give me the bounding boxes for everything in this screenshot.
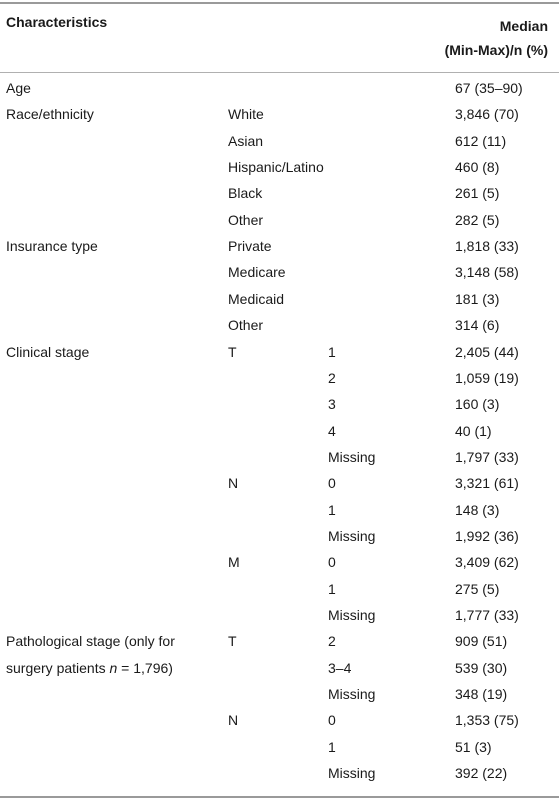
- cell-value: 1,992 (36): [455, 527, 519, 544]
- cell-c1: Pathological stage (only for: [6, 633, 175, 650]
- cell-value: 1,818 (33): [455, 238, 519, 255]
- pathological-stage-line2: [6, 660, 173, 676]
- header-median: [445, 14, 548, 62]
- cell-c2: White: [228, 106, 264, 123]
- table-row: [0, 344, 559, 370]
- cell-c2: T: [228, 343, 237, 360]
- table-row: [0, 633, 559, 659]
- table-row: [0, 449, 559, 475]
- table-row: [0, 396, 559, 422]
- cell-c2: M: [228, 554, 240, 571]
- table-row: [0, 317, 559, 343]
- table-row: [0, 423, 559, 449]
- table-row: [0, 264, 559, 290]
- cell-c3: Missing: [328, 448, 376, 465]
- table-row: [0, 159, 559, 185]
- header-rule: [0, 72, 559, 73]
- cell-c3: 3: [328, 396, 336, 413]
- cell-c2: Other: [228, 211, 264, 228]
- table-row: [0, 106, 559, 132]
- cell-value: 392 (22): [455, 765, 508, 782]
- cell-value: 51 (3): [455, 738, 492, 755]
- table-row: [0, 502, 559, 528]
- line2-variable: n: [109, 659, 118, 676]
- pathological-stage-continuation: [0, 660, 559, 686]
- table-row: [0, 739, 559, 765]
- cell-value: 909 (51): [455, 633, 508, 650]
- table-row: [0, 133, 559, 159]
- cell-c2: Asian: [228, 132, 264, 149]
- cell-value: 1,777 (33): [455, 607, 519, 623]
- cell-value: 181 (3): [455, 290, 500, 307]
- cell-value: 2,405 (44): [455, 343, 519, 360]
- cell-c1: Insurance type: [6, 238, 98, 255]
- cell-value: 3,321 (61): [455, 475, 519, 492]
- cell-c1: Race/ethnicity: [6, 106, 94, 123]
- cell-value: 160 (3): [455, 396, 500, 413]
- cell-c3: 1: [328, 343, 336, 360]
- cell-c3: 3–4: [328, 659, 352, 676]
- cell-c2: N: [228, 475, 239, 492]
- cell-value: 612 (11): [455, 132, 507, 149]
- bottom-rule: [0, 796, 559, 798]
- cell-value: 261 (5): [455, 185, 500, 202]
- table-row: [0, 212, 559, 238]
- cell-c1: Age: [6, 80, 31, 96]
- cell-c3: 0: [328, 712, 336, 729]
- table-row: [0, 712, 559, 738]
- cell-c2: Black: [228, 185, 263, 202]
- cell-value: 3,846 (70): [455, 106, 519, 123]
- cell-value: 3,148 (58): [455, 264, 519, 281]
- cell-c3: 2: [328, 633, 336, 650]
- cell-value: 1,353 (75): [455, 712, 519, 729]
- cell-c2: Medicaid: [228, 290, 285, 307]
- header-median-line1: Median: [499, 18, 548, 34]
- line2-suffix: = 1,796): [117, 659, 173, 676]
- cell-value: 539 (30): [455, 659, 508, 676]
- cell-c2: N: [228, 712, 239, 729]
- cell-c3: 4: [328, 422, 336, 439]
- table-row: [0, 581, 559, 607]
- table-row: [0, 475, 559, 501]
- table-row: [0, 291, 559, 317]
- cell-value: 3,409 (62): [455, 554, 519, 571]
- table-row: [0, 554, 559, 580]
- table-row: [0, 185, 559, 211]
- table-row: [0, 607, 559, 633]
- cell-value: 460 (8): [455, 159, 500, 176]
- cell-value: 314 (6): [455, 317, 500, 334]
- top-rule: [0, 2, 559, 4]
- cell-c2: Other: [228, 317, 264, 334]
- cell-c3: Missing: [328, 607, 376, 623]
- table-row: [0, 528, 559, 554]
- cell-value: 275 (5): [455, 580, 500, 597]
- cell-c3: Missing: [328, 686, 376, 703]
- cell-value: 40 (1): [455, 422, 492, 439]
- cell-c3: 2: [328, 369, 336, 386]
- cell-c3: 1: [328, 580, 336, 597]
- table-row: [0, 80, 559, 106]
- header-median-line2: (Min-Max)/n (%): [444, 42, 548, 58]
- header-characteristics: Characteristics: [6, 14, 108, 30]
- cell-c3: 0: [328, 475, 336, 492]
- cell-c2: Medicare: [228, 264, 286, 281]
- cell-c1: Clinical stage: [6, 343, 90, 360]
- cell-value: 1,059 (19): [455, 369, 519, 386]
- table-row: [0, 238, 559, 264]
- line2-prefix: surgery patients: [6, 659, 110, 676]
- table-row: [0, 370, 559, 396]
- cell-c3: 1: [328, 738, 336, 755]
- cell-c2: Private: [228, 238, 272, 255]
- cell-c2: T: [228, 633, 237, 650]
- cell-value: 67 (35–90): [455, 80, 523, 96]
- cell-value: 282 (5): [455, 211, 500, 228]
- cell-c3: 1: [328, 501, 336, 518]
- table-row: [0, 765, 559, 791]
- cell-value: 348 (19): [455, 686, 508, 703]
- cell-c3: 0: [328, 554, 336, 571]
- cell-c3: Missing: [328, 527, 376, 544]
- cell-c2: Hispanic/Latino: [228, 159, 324, 176]
- cell-value: 148 (3): [455, 501, 500, 518]
- cell-c3: Missing: [328, 765, 376, 782]
- table-row: [0, 686, 559, 712]
- cell-value: 1,797 (33): [455, 448, 519, 465]
